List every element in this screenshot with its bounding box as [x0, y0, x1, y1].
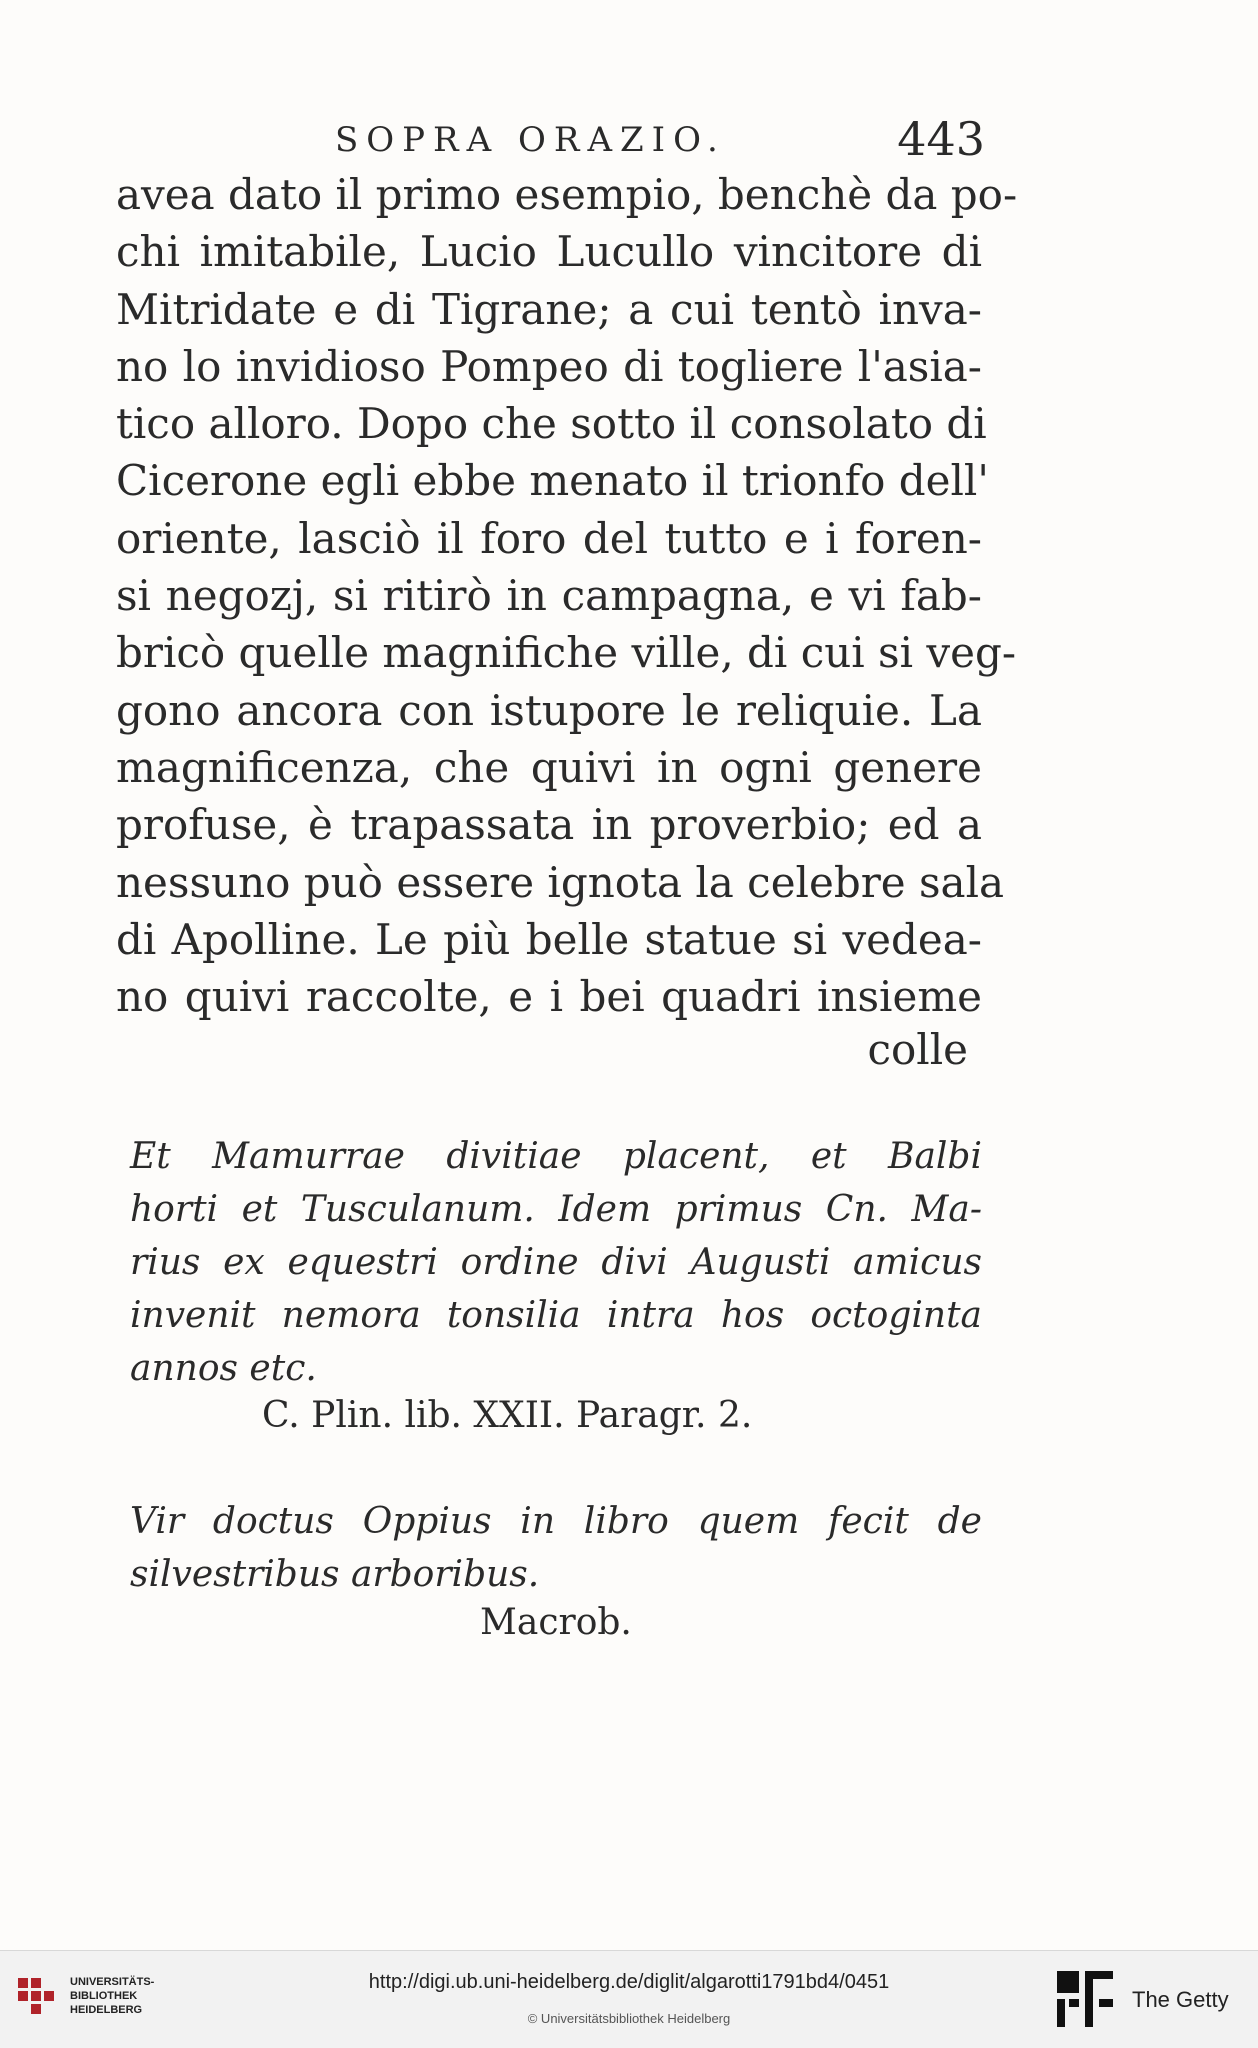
- body-line: no lo invidioso Pompeo di togliere l'asia-: [116, 341, 982, 391]
- body-line: tico alloro. Dopo che sotto il consolato di: [116, 399, 987, 449]
- body-line: nessuno può essere ignota la celebre sala: [116, 857, 1005, 907]
- running-title: SOPRA ORAZIO.: [335, 120, 726, 160]
- footnote-line: invenit nemora tonsilia intra hos octoginta: [130, 1295, 982, 1336]
- catchword: colle: [867, 1025, 968, 1074]
- footnote-line: horti et Tusculanum. Idem primus Cn. Ma-: [130, 1189, 982, 1230]
- body-line: chi imitabile, Lucio Lucullo vincitore di: [116, 227, 982, 277]
- body-text: [116, 166, 1018, 1025]
- footnote-citation: Macrob.: [480, 1602, 632, 1643]
- body-line: oriente, lasciò il foro del tutto e i foren-: [116, 513, 982, 563]
- body-line: profuse, è trapassata in proverbio; ed a: [116, 800, 982, 850]
- footnote-line: annos etc.: [130, 1348, 317, 1389]
- body-line: gono ancora con istupore le reliquie. La: [116, 685, 982, 735]
- library-name: UNIVERSITÄTS- BIBLIOTHEK HEIDELBERG: [70, 1976, 155, 2016]
- getty-label: The Getty: [1132, 1987, 1229, 2012]
- footnote-pliny: [130, 1130, 982, 1395]
- copyright-notice: © Universitätsbibliothek Heidelberg: [527, 2011, 731, 2026]
- footnote-macrob: [130, 1495, 982, 1601]
- body-line: bricò quelle magnifiche ville, di cui si veg-: [116, 628, 1017, 678]
- footnote-line: Et Mamurrae divitiae placent, et Balbi: [130, 1136, 982, 1177]
- footnote-line: Vir doctus Oppius in libro quem fecit de: [130, 1501, 982, 1542]
- body-line: di Apolline. Le più belle statue si vedea-: [116, 914, 982, 964]
- footnote-citation: C. Plin. lib. XXII. Paragr. 2.: [262, 1395, 753, 1436]
- body-line: Mitridate e di Tigrane; a cui tentò inva-: [116, 284, 982, 334]
- body-line: si negozj, si ritirò in campagna, e vi fab-: [116, 571, 982, 621]
- page-header: [335, 112, 985, 172]
- body-line: avea dato il primo esempio, benchè da po-: [116, 170, 1018, 219]
- body-line: Cicerone egli ebbe menato il trionfo dell': [116, 456, 989, 506]
- page-number: 443: [897, 112, 985, 166]
- viewer-footer: [0, 1950, 1258, 2048]
- body-line: magnificenza, che quivi in ogni genere: [116, 742, 982, 792]
- body-line: no quivi raccolte, e i bei quadri insieme: [116, 972, 982, 1022]
- footnote-line: rius ex equestri ordine divi Augusti amicus: [130, 1242, 982, 1283]
- getty-logo-icon: [1055, 1969, 1115, 2029]
- footnote-line: silvestribus arboribus.: [130, 1554, 540, 1595]
- permalink-url[interactable]: http://digi.ub.uni-heidelberg.de/diglit/algarotti1791bd4/0451: [368, 1971, 890, 1993]
